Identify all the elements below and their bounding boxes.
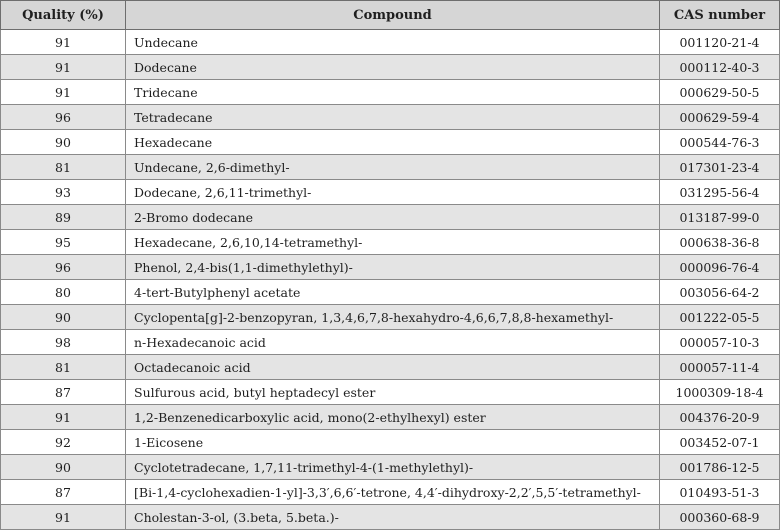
quality-cell: 80 <box>1 280 126 305</box>
quality-cell: 90 <box>1 130 126 155</box>
table-row <box>1 230 780 255</box>
cas-number-cell: 1000309-18-4 <box>660 380 780 405</box>
quality-cell: 91 <box>1 405 126 430</box>
quality-cell: 96 <box>1 255 126 280</box>
table-row <box>1 205 780 230</box>
table-row <box>1 330 780 355</box>
compound-cell: Dodecane, 2,6,11-trimethyl- <box>126 180 660 205</box>
cas-number-cell: 000629-50-5 <box>660 80 780 105</box>
table-row <box>1 305 780 330</box>
compound-cell: n-Hexadecanoic acid <box>126 330 660 355</box>
header-quality: Quality (%) <box>1 1 126 30</box>
table-row <box>1 455 780 480</box>
compound-cell: Cyclotetradecane, 1,7,11-trimethyl-4-(1-methylethyl)- <box>126 455 660 480</box>
quality-cell: 98 <box>1 330 126 355</box>
cas-number-cell: 001120-21-4 <box>660 30 780 55</box>
compound-cell: Phenol, 2,4-bis(1,1-dimethylethyl)- <box>126 255 660 280</box>
compound-cell: Undecane <box>126 30 660 55</box>
table-row <box>1 255 780 280</box>
quality-cell: 81 <box>1 355 126 380</box>
cas-number-cell: 000096-76-4 <box>660 255 780 280</box>
compound-cell: Sulfurous acid, butyl heptadecyl ester <box>126 380 660 405</box>
compound-cell: Undecane, 2,6-dimethyl- <box>126 155 660 180</box>
table-row <box>1 55 780 80</box>
table-row <box>1 405 780 430</box>
header-cas-number: CAS number <box>660 1 780 30</box>
table-row <box>1 280 780 305</box>
cas-number-cell: 003452-07-1 <box>660 430 780 455</box>
cas-number-cell: 000057-10-3 <box>660 330 780 355</box>
quality-cell: 91 <box>1 55 126 80</box>
compound-cell: 2-Bromo dodecane <box>126 205 660 230</box>
compound-cell: [Bi-1,4-cyclohexadien-1-yl]-3,3′,6,6′-tetrone, 4,4′-dihydroxy-2,2′,5,5′-tetramethyl- <box>126 480 660 505</box>
header-compound: Compound <box>126 1 660 30</box>
cas-number-cell: 001786-12-5 <box>660 455 780 480</box>
cas-number-cell: 000112-40-3 <box>660 55 780 80</box>
table-row <box>1 480 780 505</box>
cas-number-cell: 031295-56-4 <box>660 180 780 205</box>
compound-cell: 4-tert-Butylphenyl acetate <box>126 280 660 305</box>
cas-number-cell: 000360-68-9 <box>660 505 780 530</box>
quality-cell: 90 <box>1 305 126 330</box>
table-row <box>1 430 780 455</box>
quality-cell: 92 <box>1 430 126 455</box>
quality-cell: 87 <box>1 480 126 505</box>
table-row <box>1 80 780 105</box>
cas-number-cell: 000057-11-4 <box>660 355 780 380</box>
compound-cell: Hexadecane, 2,6,10,14-tetramethyl- <box>126 230 660 255</box>
compound-cell: Hexadecane <box>126 130 660 155</box>
cas-number-cell: 003056-64-2 <box>660 280 780 305</box>
compound-cell: 1,2-Benzenedicarboxylic acid, mono(2-ethylhexyl) ester <box>126 405 660 430</box>
compound-cell: Cyclopenta[g]-2-benzopyran, 1,3,4,6,7,8-hexahydro-4,6,6,7,8,8-hexamethyl- <box>126 305 660 330</box>
quality-cell: 93 <box>1 180 126 205</box>
quality-cell: 91 <box>1 505 126 530</box>
compound-cell: Cholestan-3-ol, (3.beta, 5.beta.)- <box>126 505 660 530</box>
quality-cell: 81 <box>1 155 126 180</box>
quality-cell: 91 <box>1 30 126 55</box>
quality-cell: 95 <box>1 230 126 255</box>
table-body <box>1 30 780 530</box>
cas-number-cell: 000629-59-4 <box>660 105 780 130</box>
compound-cell: Octadecanoic acid <box>126 355 660 380</box>
quality-cell: 96 <box>1 105 126 130</box>
compound-cell: 1-Eicosene <box>126 430 660 455</box>
quality-cell: 89 <box>1 205 126 230</box>
compound-cell: Tridecane <box>126 80 660 105</box>
table-row <box>1 105 780 130</box>
quality-cell: 91 <box>1 80 126 105</box>
table-row <box>1 130 780 155</box>
table-row <box>1 30 780 55</box>
quality-cell: 87 <box>1 380 126 405</box>
compound-cell: Dodecane <box>126 55 660 80</box>
cas-number-cell: 004376-20-9 <box>660 405 780 430</box>
table-row <box>1 155 780 180</box>
table-row <box>1 505 780 530</box>
cas-number-cell: 000638-36-8 <box>660 230 780 255</box>
cas-number-cell: 000544-76-3 <box>660 130 780 155</box>
cas-number-cell: 010493-51-3 <box>660 480 780 505</box>
table-row <box>1 355 780 380</box>
header-row <box>1 1 780 30</box>
table-row <box>1 180 780 205</box>
cas-number-cell: 013187-99-0 <box>660 205 780 230</box>
compound-cell: Tetradecane <box>126 105 660 130</box>
quality-cell: 90 <box>1 455 126 480</box>
cas-number-cell: 001222-05-5 <box>660 305 780 330</box>
table-row <box>1 380 780 405</box>
cas-number-cell: 017301-23-4 <box>660 155 780 180</box>
